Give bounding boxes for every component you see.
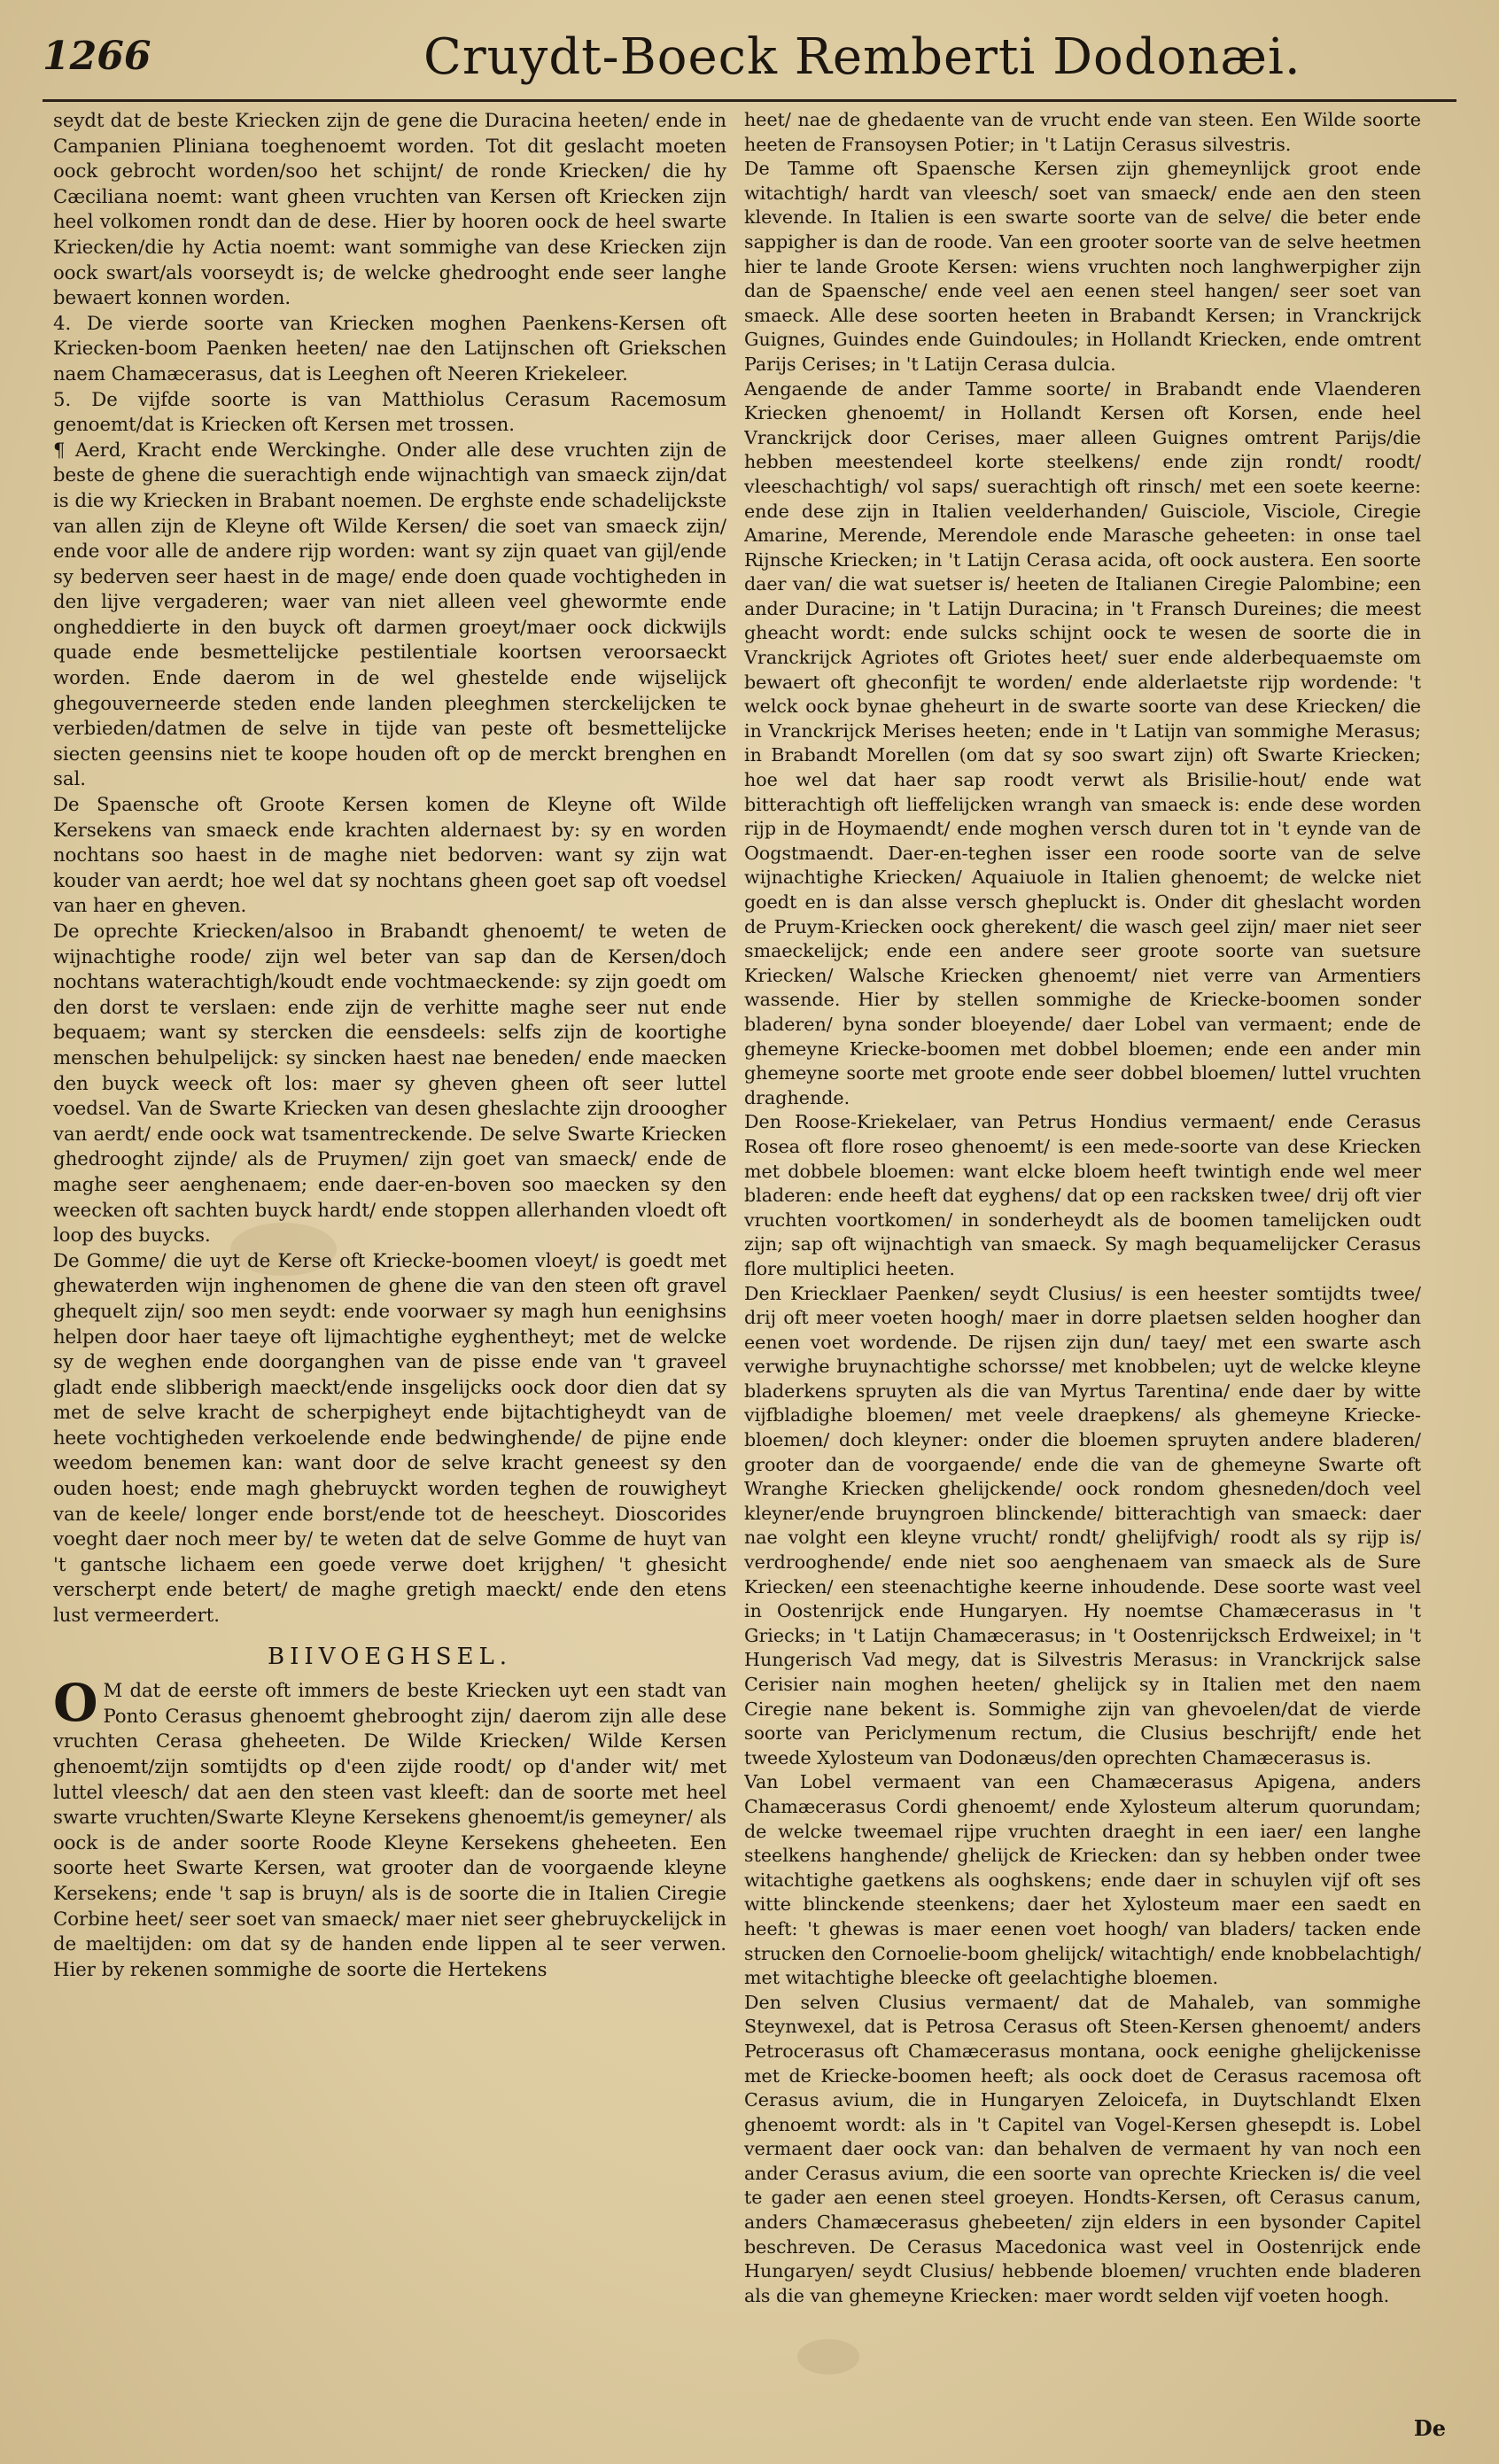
paragraph: Den selven Clusius vermaent/ dat de Mahaleb, van sommighe Steynwexel, dat is Petrosa Cerasus oft Steen-Kersen ghenoemt/ anders Petrocerasus oft Chamæcerasus montana, oock eenighe ghelijckenisse met de Kriecke-boomen heeft; als oock doet de Cerasus racemosa oft Cerasus avium, die in Hungaryen Zeloicefa, in Duytschlandt Elxen ghenoemt wordt: als in 't Capitel van Vogel-Kersen ghesepdt is. Lobel vermaent daer oock van: dan behalven de vermaent hy van noch een ander Cerasus avium, die een soorte van oprechte Kriecken is/ die veel te gader aen eenen steel groeyen. Hondts-Kersen, oft Cerasus canum, anders Chamæcerasus ghebeeten/ zijn elders in een bysonder Capitel beschreven. De Cerasus Macedonica wast veel in Oostenrijck ende Hungaryen/ seydt Clusius/ hebbende bloemen/ vruchten ende bladeren als die van ghemeyne Kriecken: maer wordt selden vijf voeten hoogh. [744, 1991, 1421, 2306]
left-column [53, 108, 726, 2429]
drop-cap: O [53, 1673, 98, 1734]
section-heading: BIIVOEGHSEL. [267, 1643, 513, 1670]
paragraph: Aengaende de ander Tamme soorte/ in Brabandt ende Vlaenderen Kriecken ghenoemt/ in Hollandt Kersen oft Korsen, ende heel Vranckrijck door Cerises, maer alleen Guignes omtrent Parijs/die hebben meestendeel korte steelkens/ ende zijn rondt/ roodt/ vleeschachtigh/ vol saps/ suerachtigh oft rinsch/ met een soete keerne: ende dese zijn in Italien veelderhanden/ Guisciole, Visciole, Ciregie Amarine, Merende, Merendole ende Marasche geheeten: in onse tael Rijnsche Kriecken; in 't Latijn Cerasa acida, oft oock austera. Een soorte daer van/ die wat suetser is/ heeten de Italianen Ciregie Palombine; een ander Duracine; in 't Latijn Duracina; in 't Fransch Dureines; die meest gheacht wordt: ende sulcks schijnt oock te wesen de soorte die in Vranckrijck Agriotes oft Griotes heet/ suer ende alderbequaemste om bewaert oft gheconfijt te worden/ ende alderlaetste rijp wordende: 't welck oock bynae gheheurt in de swarte soorte van dese Kriecken/ die in Vranckrijck Merises heeten; ende in 't Latijn van sommighe Merasus; in Brabandt Morellen (om dat sy soo swart zijn) oft Swarte Kriecken; hoe wel dat haer sap roodt verwt als Brisilie-hout/ ende wat bitterachtigh oft lieffelijcken wrangh van smaeck is: ende dese worden rijp in de Hoymaendt/ ende moghen versch duren tot in 't eynde van de Oogstmaendt. Daer-en-teghen isser een roode soorte van de selve wijnachtighe Kriecken/ Aquaiuole in Italien ghenoemt; de welcke niet goedt en is dan alsse versch ghepluckt is. Onder dit gheslacht worden de Pruym-Kriecken oock gherekent/ die wasch geel zijn/ maer niet seer smaeckelijck; ende een andere seer groote soorte van suetsure Kriecken/ Walsche Kriecken ghenoemt/ niet verre van Armentiers wassende. Hier by stellen sommighe de Kriecke-boomen sonder bladeren/ byna sonder bloeyende/ daer Lobel van vermaent; ende de ghemeyne Kriecke-boomen met dobbel bloemen; ende een ander min ghemeyne soorte met groote ende seer dobbel bloemen/ luttel vruchten draghende. [744, 377, 1421, 1108]
running-title: Cruydt-Boeck Remberti Dodonæi. [423, 28, 1301, 86]
paragraph: 4. De vierde soorte van Kriecken moghen Paenkens-Kersen oft Kriecken-boom Paenken heeten/ nae den Latijnschen oft Griekschen naem Chamæcerasus, dat is Leeghen oft Neeren Kriekeleer. [53, 311, 726, 385]
bijvoeghsel-paragraph [53, 1673, 726, 1982]
paragraph: De Gomme/ die uyt de Kerse oft Kriecke-boomen vloeyt/ is goedt met ghewaterden wijn inghenomen de ghene die van den steen oft gravel ghequelt zijn/ soo men seydt: ende voorwaer sy magh hun eenighsins helpen door haer taeye oft lijmachtighe eyghentheyt; met de welcke sy de weghen ende doorganghen van de pisse ende van 't graveel gladt ende slibberigh maeckt/ende insgelijcks oock door dien dat sy met de selve kracht de scherpigheyt ende bijtachtigheydt van de heete vochtigheden verkoelende ende bedwinghende/ de pijne ende weedom benemen kan: want door de selve kracht geneest sy den ouden hoest; ende magh ghebruyckt worden teghen de rouwigheyt van de keele/ longer ende borst/ende tot de heescheyt. Dioscorides voeght daer noch meer by/ te weten dat de selve Gomme de huyt van 't gantsche lichaem een goede verwe doet krijghen/ 't ghesicht verscherpt ende betert/ de maghe gretigh maeckt/ ende den etens lust vermeerdert. [53, 1248, 726, 1627]
paragraph: 5. De vijfde soorte is van Matthiolus Cerasum Racemosum genoemt/dat is Kriecken oft Kersen met trossen. [53, 387, 726, 436]
paragraph: Den Kriecklaer Paenken/ seydt Clusius/ is een heester somtijdts twee/ drij oft meer voeten hoogh/ maer in dorre plaetsen selden hoogher dan eenen voet wordende. De rijsen zijn dun/ taey/ met een swarte asch verwighe bruynachtighe schorsse/ met knobbelen; uyt de welcke kleyne bladerkens spruyten als die van Myrtus Tarentina/ ende daer by witte vijfbladighe bloemen/ met veele draepkens/ als ghemeyne Kriecke-bloemen/ doch kleyner: onder die bloemen spruyten andere bladeren/ grooter dan de voorgaende/ ende die van de ghemeyne Swarte oft Wranghe Kriecken ghelijckende/ oock rondom ghesneden/doch veel kleyner/ende bruyngroen blinckende/ bitterachtigh van smaeck: daer nae volght een kleyne vrucht/ rondt/ ghelijfvigh/ roodt als sy rijp is/ verdrooghende/ ende niet soo aenghenaem van smaeck als de Sure Kriecken/ een steenachtighe keerne inhoudende. Dese soorte wast veel in Oostenrijck ende Hungaryen. Hy noemtse Chamæcerasus in 't Griecks; in 't Latijn Chamæcerasus; in 't Oostenrijcksch Erdweixel; in 't Hungerisch Vad megy, dat is Silvestris Merasus: in Vranckrijck salse Cerisier nain moghen heeten/ ghelijck sy in Italien met den naem Ciregie nane bekent is. Sommighe zijn van ghevoelen/dat de vierde soorte van Periclymenum rectum, die Clusius beschrijft/ ende het tweede Xylosteum van Dodonæus/den oprechten Chamæcerasus is. [744, 1282, 1421, 1768]
paragraph: heet/ nae de ghedaente van de vrucht ende van steen. Een Wilde soorte heeten de Fransoysen Potier; in 't Latijn Cerasus silvestris. [744, 109, 1421, 155]
paragraph: Den Roose-Kriekelaer, van Petrus Hondius vermaent/ ende Cerasus Rosea oft flore roseo ghenoemt/ is een mede-soorte van dese Kriecken met dobbele bloemen: want elcke bloem heeft twintigh ende wel meer bladeren: ende heeft dat eyghens/ dat op een racksken twee/ drij oft vier vruchten voortkomen/ in sonderheydt als de boomen tamelijcken oudt zijn; sap oft wijnachtigh van smaeck. Sy magh bequamelijcker Cerasus flore multiplici heeten. [744, 1111, 1421, 1279]
paragraph: De Spaensche oft Groote Kersen komen de Kleyne oft Wilde Kersekens van smaeck ende krachten aldernaest by: sy en worden nochtans soo haest in de maghe niet bedorven: want sy zijn wat kouder van aerdt; hoe wel dat sy nochtans gheen goet sap oft voedsel van haer en gheven. [53, 793, 726, 917]
bijvoeghsel-text: M dat de eerste oft immers de beste Kriecken uyt een stadt van Ponto Cerasus ghenoemt ghebrooght zijn/ daerom zijn alle dese vruchten Cerasa gheheeten. De Wilde Kriecken/ Wilde Kersen ghenoemt/zijn somtijdts op d'een zijde roodt/ op d'ander wit/ met luttel vleesch/ dat aen den steen vast kleeft: dan de soorte met heel swarte vruchten/Swarte Kleyne Kersekens ghenoemt/is gemeyner/ als oock is de ander soorte Roode Kleyne Kersekens gheheeten. Een soorte heet Swarte Kersen, wat grooter dan de voorgaende kleyne Kersekens; ende 't sap is bruyn/ als is de soorte die in Italien Ciregie Corbine heet/ seer soet van smaeck/ maer niet seer ghebruyckelijck in de maeltijden: om dat sy de handen ende lippen al te seer verwen. Hier by rekenen sommighe de soorte die Hertekens [53, 1679, 726, 1980]
paragraph: ¶ Aerd, Kracht ende Werckinghe. Onder alle dese vruchten zijn de beste de ghene die suerachtigh ende wijnachtigh van smaeck zijn/dat is die wy Kriecken in Brabant noemen. De erghste ende schadelijckste van allen zijn de Kleyne oft Wilde Kersen/ die soet van smaeck zijn/ ende voor alle de andere rijp worden: want sy zijn quaet van gijl/ende sy bederven seer haest in de mage/ ende doen quade vochtigheden in den lijve vergaderen; waer van niet alleen veel ghewormte ende ongheddierte in den buyck oft darmen groeyt/maer oock dickwijls quade ende besmettelijcke pestilentiale koortsen veroorsaeckt worden. Ende daerom in de wel ghestelde ende wijselijck ghegouverneerde steden ende landen pleeghmen sterckelijcken te verbieden/datmen de selve in tijde van peste oft besmettelijcke siecten geensins niet te koope houden oft op de merckt brenghen en sal. [53, 438, 726, 790]
paragraph: De oprechte Kriecken/alsoo in Brabandt ghenoemt/ te weten de wijnachtighe roode/ zijn wel beter van sap dan de Kersen/doch nochtans waterachtigh/koudt ende vochtmaeckende: sy zijn goedt om den dorst te verslaen: ende zijn de verhitte maghe seer nut ende bequaem; want sy stercken die eensdeels: selfs zijn de koortighe menschen behulpelijck: sy sincken haest nae beneden/ ende maecken den buyck weeck oft los: maer sy gheven gheen oft seer luttel voedsel. Van de Swarte Kriecken van desen gheslachte zijn drooogher van aerdt/ ende oock wat tsamentreckende. De selve Swarte Kriecken ghedrooght zijnde/ als de Pruymen/ zijn goet van smaeck/ ende de maghe seer aenghenaem; ende daer-en-boven soo maecken sy den weecken oft sachten buyck hardt/ ende stoppen allerhanden vloedt oft loop des buycks. [53, 920, 726, 1247]
page-header [43, 25, 1456, 105]
catchword: De [1413, 2415, 1446, 2441]
paragraph: seydt dat de beste Kriecken zijn de gene die Duracina heeten/ ende in Campanien Pliniana toeghenoemt worden. Tot dit geslacht moeten oock gebrocht worden/soo het schijnt/ de ronde Kriecken/ die hy Cæciliana noemt: want gheen vruchten van Kersen oft Kriecken zijn heel volkomen rondt dan de dese. Hier by hooren oock de heel swarte Kriecken/die hy Actia noemt: want sommighe van dese Kriecken zijn oock swart/als voorseydt is; de welcke ghedrooght ende seer langhe bewaert konnen worden. [53, 109, 726, 309]
right-column [744, 108, 1421, 2429]
paragraph: Van Lobel vermaent van een Chamæcerasus Apigena, anders Chamæcerasus Cordi ghenoemt/ ende Xylosteum alterum quorundam; de welcke tweemael rijpe vruchten draeght in een iaer/ een langhe steelkens hanghende/ ghelijck de Kriecken: dan sy hebben onder twee witachtighe gaetkens als ooghskens; ende daer in schuylen vijf oft ses witte blinckende steenkens; daer het Xylosteum maer een saedt en heeft: 't ghewas is maer eenen voet hoogh/ van bladers/ tacken ende strucken den Cornoelie-boom ghelijck/ witachtigh/ ende knobbelachtigh/ met witachtighe bleecke oft geelachtighe bloemen. [744, 1771, 1421, 1989]
paragraph: De Tamme oft Spaensche Kersen zijn ghemeynlijck groot ende witachtigh/ hardt van vleesch/ soet van smaeck/ ende aen den steen klevende. In Italien is een swarte soorte van de selve/ die beter ende sappigher is dan de roode. Van een grooter soorte van de selve heetmen hier te lande Groote Kersen: wiens vruchten noch langhwerpigher zijn dan de Spaensche/ ende veel aen eenen steel hangen/ seer soet van smaeck. Alle dese soorten heeten in Brabandt Kersen; in Vranckrijck Guignes, Guindes ende Guindoules; in Hollandt Kriecken, ende omtrent Parijs Cerises; in 't Latijn Cerasa dulcia. [744, 158, 1421, 375]
header-rule [43, 99, 1456, 102]
page-number: 1266 [43, 34, 151, 79]
